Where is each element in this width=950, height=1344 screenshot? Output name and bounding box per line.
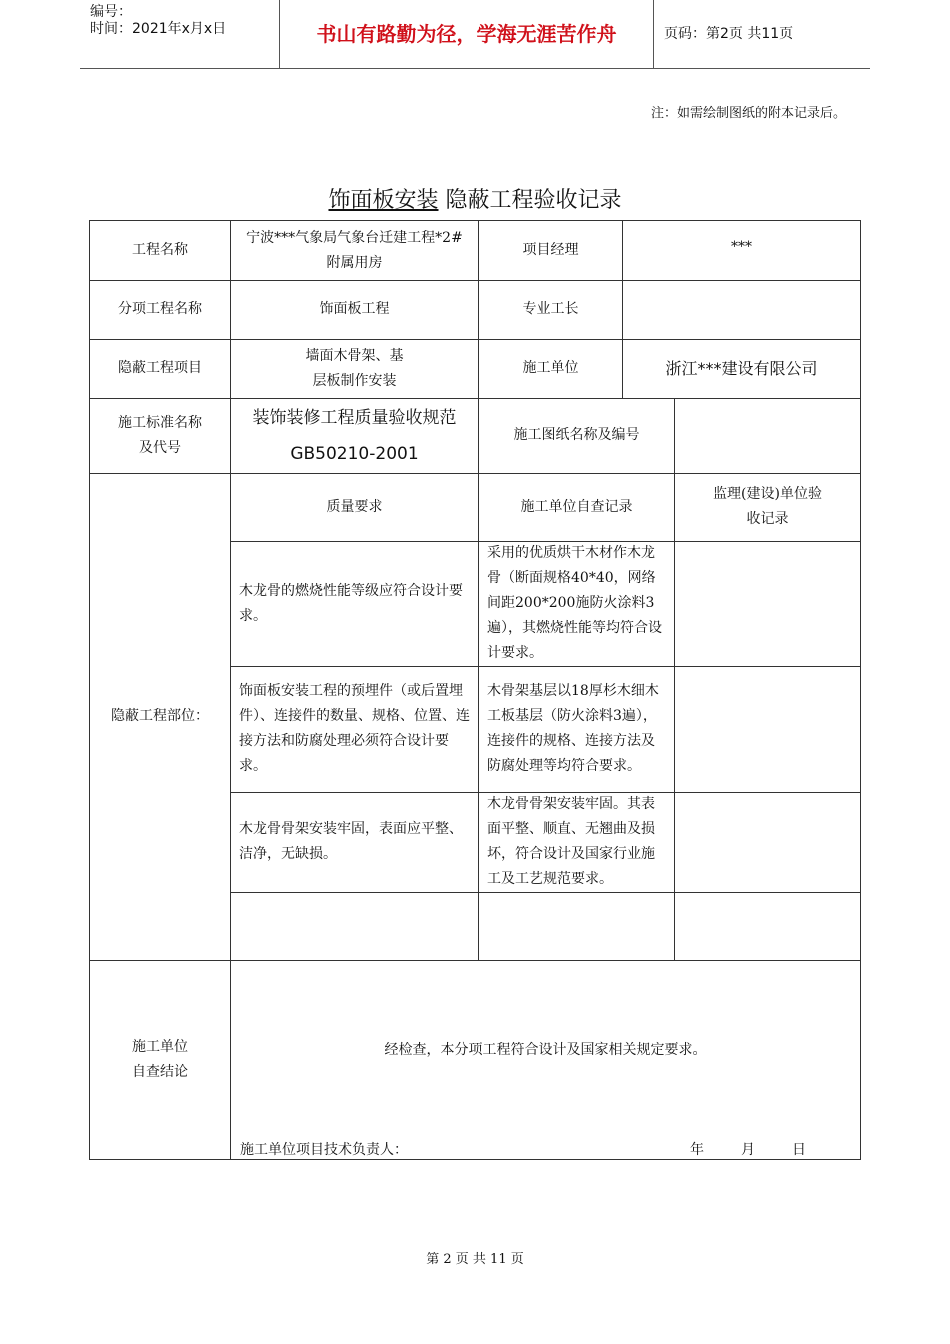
hidden-section-label: 隐蔽工程部位：	[111, 708, 209, 724]
title-part-2: 隐蔽工程验收记录	[445, 188, 622, 213]
col-quality-header: 质量要求	[326, 498, 383, 515]
sign-month: 月	[741, 1142, 755, 1158]
project-manager-label: 项目经理	[522, 242, 579, 258]
page-footer: 第 2 页 共 11 页	[426, 1252, 524, 1267]
sign-day: 日	[792, 1142, 806, 1158]
page-info: 页码：第2页 共11页	[664, 26, 794, 42]
requirement-4	[231, 892, 478, 960]
inspection-table	[89, 220, 861, 1160]
requirement-1: 木龙骨的燃烧性能等级应符合设计要求。	[239, 582, 463, 624]
sign-year: 年	[690, 1142, 704, 1158]
title-part-1: 饰面板安装	[328, 188, 439, 213]
doc-time: 时间：2021年x月x日	[90, 21, 227, 37]
standard-label: 施工标准名称及代号	[118, 414, 202, 456]
record-2: 木骨架基层以18厚杉木细木工板基层（防火涂料3遍），连接件的规格、连接方法及防腐处理等均符合要求。	[487, 683, 659, 774]
record-4	[479, 892, 674, 960]
sub-project-label: 分项工程名称	[118, 301, 202, 317]
doc-meta	[80, 0, 280, 69]
conclusion-label: 施工单位自查结论	[132, 1039, 188, 1080]
page-header	[80, 0, 870, 69]
drawing-value	[675, 398, 860, 473]
constructor-label: 施工单位	[522, 360, 579, 376]
signer-label: 施工单位项目技术负责人：	[240, 1142, 408, 1158]
foreman-value	[623, 280, 860, 339]
note: 注：如需绘制图纸的附本记录后。	[650, 106, 846, 121]
motto: 书山有路勤为径，学海无涯苦作舟	[280, 0, 654, 69]
supervision-1	[675, 541, 860, 666]
drawing-label: 施工图纸名称及编号	[513, 427, 640, 443]
page-title	[0, 183, 950, 214]
sub-project-value: 饰面板工程	[319, 301, 390, 317]
supervision-3	[675, 792, 860, 892]
doc-number-label: 编号：	[90, 4, 132, 20]
col-supervision-header: 监理(建设)单位验收记录	[713, 486, 822, 527]
hidden-item-value: 墙面木骨架、基层板制作安装	[305, 347, 404, 389]
record-1: 采用的优质烘干木材作木龙骨（断面规格40*40，网络间距200*200施防火涂料3遍），其燃烧性能等均符合设计要求。	[487, 545, 662, 661]
requirement-2: 饰面板安装工程的预埋件（或后置埋件）、连接件的数量、规格、位置、连接方法和防腐处理必须符合设计要求。	[239, 683, 470, 774]
project-manager-value: ***	[731, 239, 752, 255]
conclusion-text: 经检查，本分项工程符合设计及国家相关规定要求。	[384, 1041, 707, 1058]
constructor-value: 浙江***建设有限公司	[665, 359, 818, 378]
project-name-label: 工程名称	[132, 242, 188, 258]
col-self-check-header: 施工单位自查记录	[520, 498, 633, 515]
record-3: 木龙骨骨架安装牢固。其表面平整、顺直、无翘曲及损坏，符合设计及国家行业施工及工艺规范要求。	[487, 796, 655, 887]
foreman-label: 专业工长	[522, 301, 579, 317]
supervision-2	[675, 666, 860, 792]
supervision-4	[675, 892, 860, 960]
standard-value: 装饰装修工程质量验收规范 GB50210-2001	[252, 407, 457, 464]
project-name-value: 宁波***气象局气象台迁建工程*2#附属用房	[246, 229, 463, 271]
hidden-item-label: 隐蔽工程项目	[118, 360, 202, 376]
requirement-3: 木龙骨骨架安装牢固，表面应平整、洁净，无缺损。	[239, 821, 463, 862]
